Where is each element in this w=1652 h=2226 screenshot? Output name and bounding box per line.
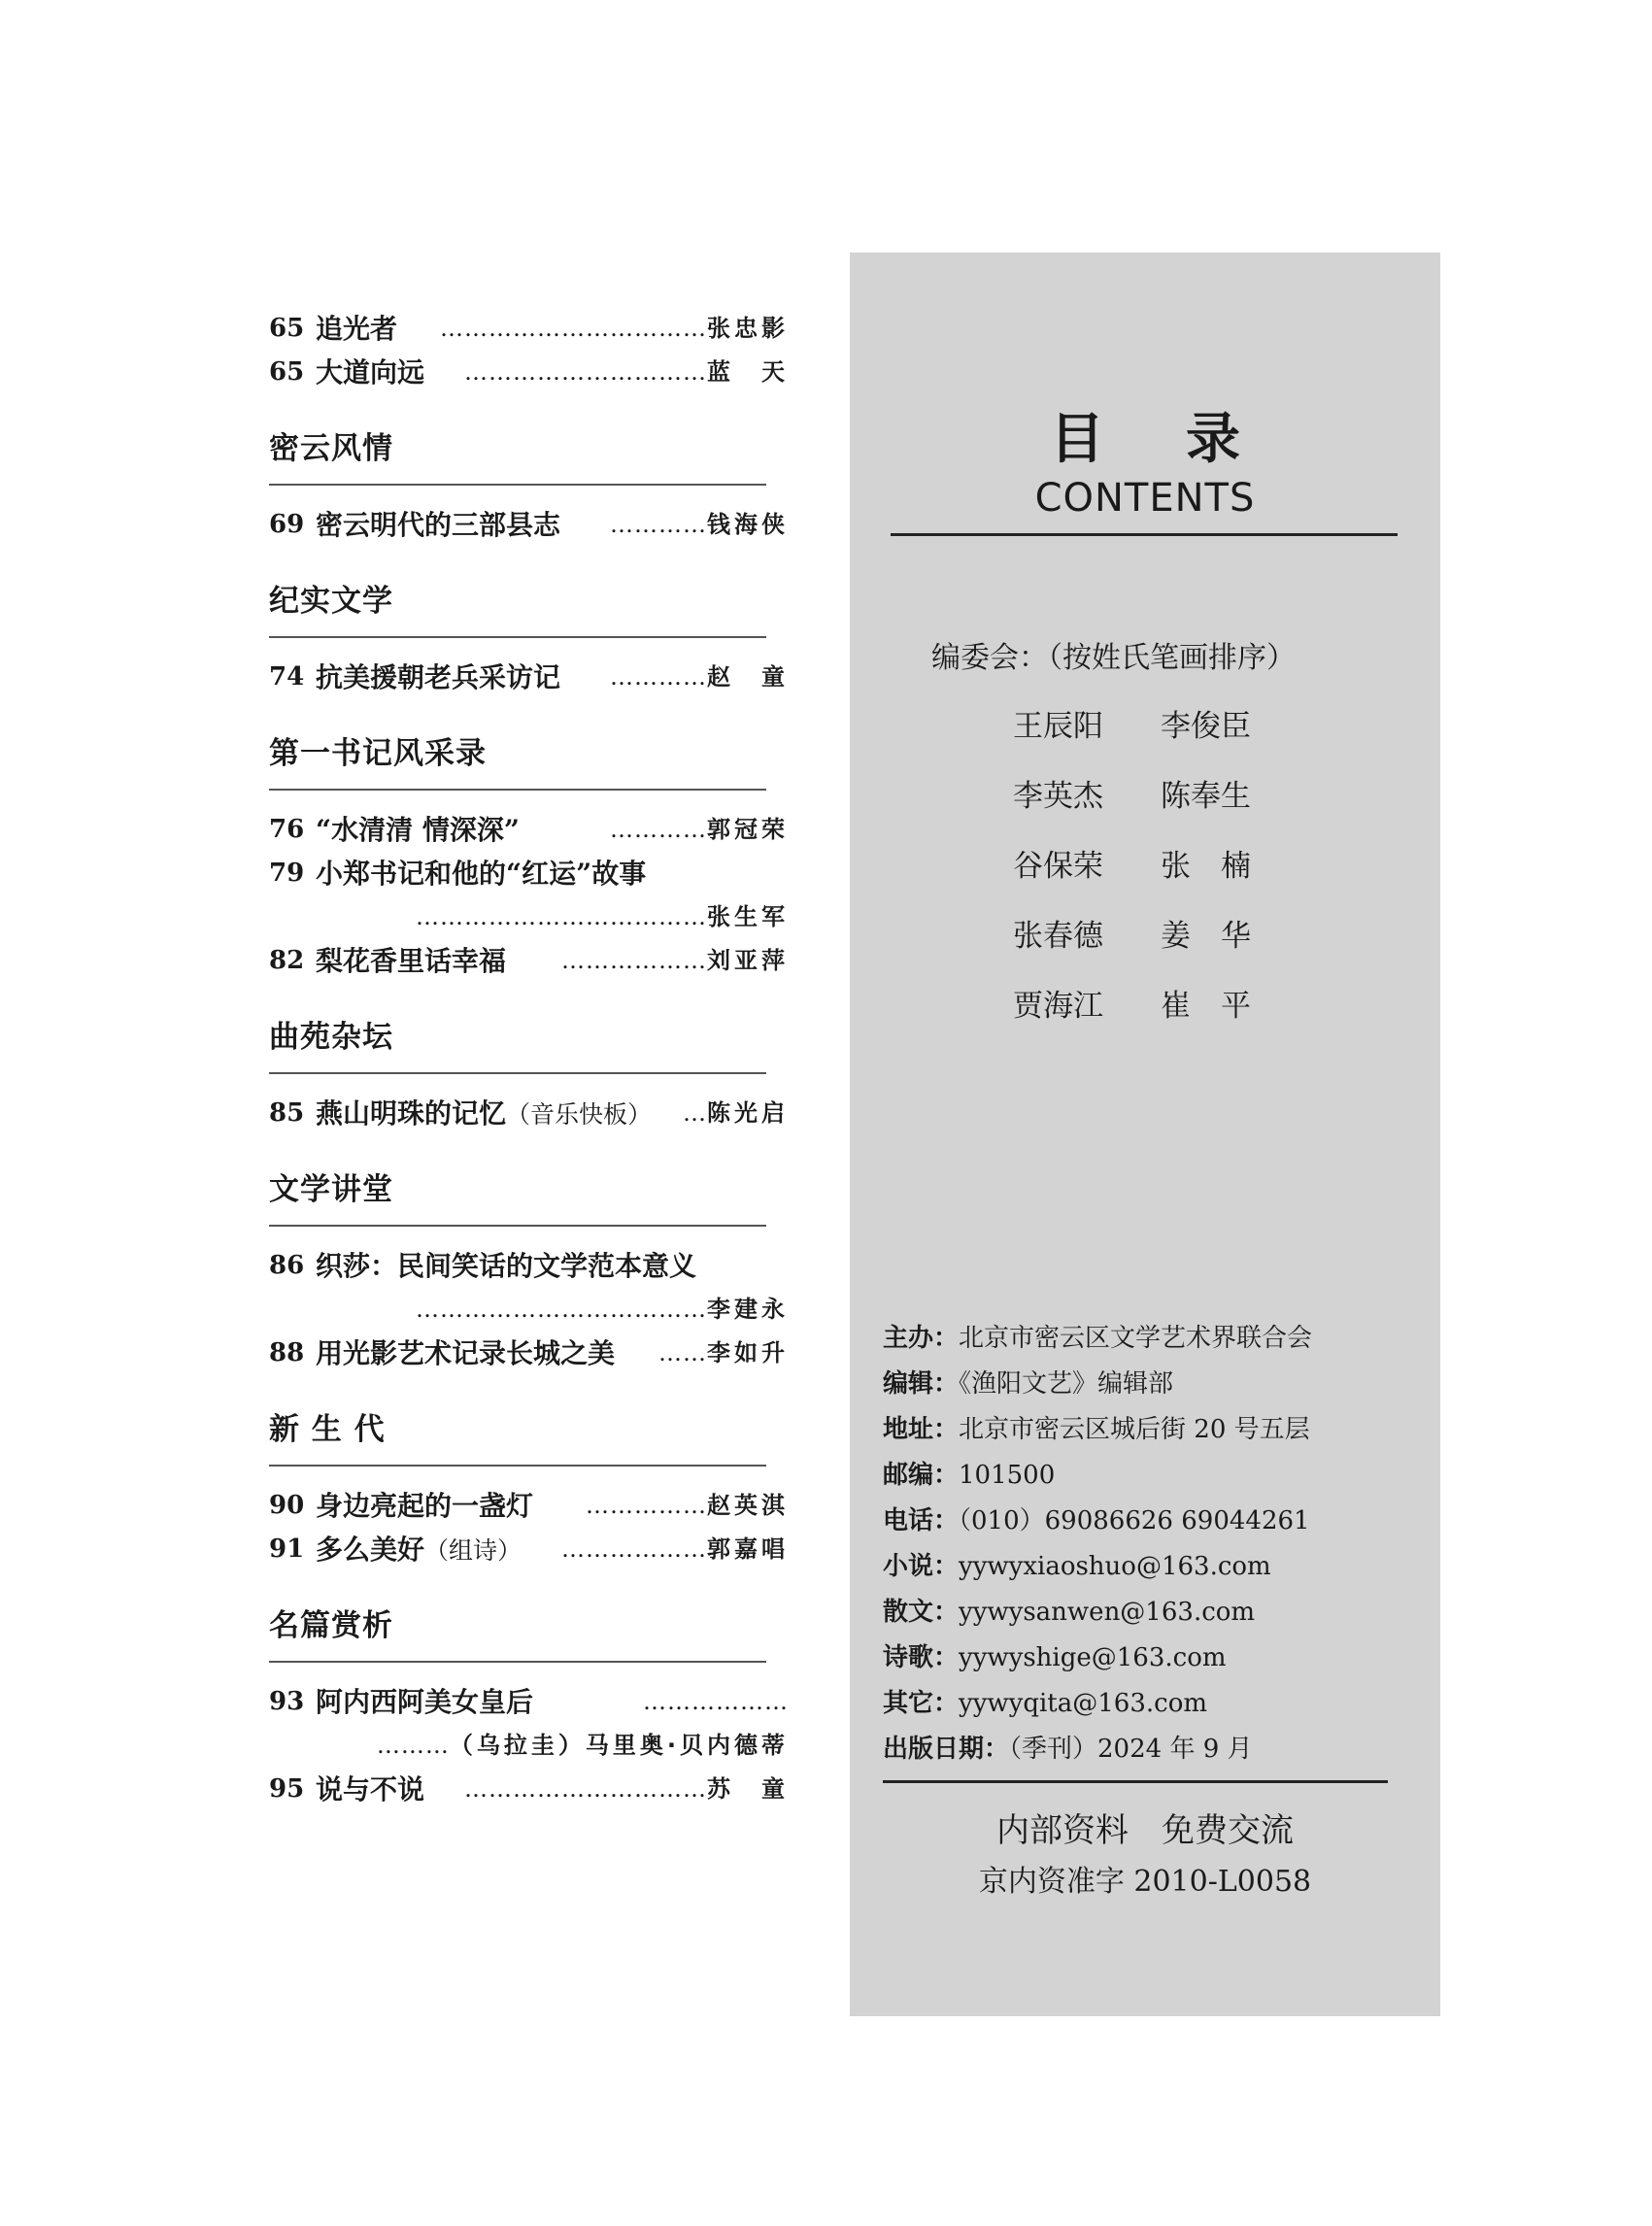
article-title: 说与不说 (316, 1773, 425, 1805)
dot-leader: ……… (376, 1732, 450, 1759)
dot-leader: …………… (586, 1492, 707, 1519)
info-row (883, 1453, 1427, 1499)
toc-divider (891, 533, 1398, 536)
author-name: 张生军 (707, 903, 789, 930)
info-value: 北京市密云区城后街 20 号五层 (959, 1415, 1310, 1444)
author-name: 钱海侠 (707, 511, 789, 538)
editorial-board-heading: 编委会：（按姓氏笔画排序） (931, 641, 1296, 675)
leader-and-author (586, 1484, 789, 1528)
permit-number: 京内资准字 2010-L0058 (978, 1865, 1312, 1899)
author-name: 郭嘉唱 (707, 1535, 789, 1563)
section-heading: 名篇赏析 (269, 1608, 393, 1643)
author-name: 赵 童 (707, 663, 789, 691)
leader-and-author (464, 1768, 789, 1811)
section-divider (269, 1661, 766, 1663)
info-label: 邮编： (883, 1461, 960, 1490)
leader-and-author (561, 1528, 789, 1571)
leader-and-author (610, 503, 789, 547)
dot-leader: …………………………… (440, 315, 707, 342)
dot-leader: ………… (610, 816, 707, 843)
board-member: 李俊臣 (1161, 709, 1251, 744)
info-value: yywyqita@163.com (959, 1689, 1208, 1718)
page-number: 82 (269, 946, 305, 975)
page-number: 79 (269, 859, 305, 888)
info-value: 北京市密云区文学艺术界联合会 (959, 1324, 1313, 1353)
board-row (1013, 701, 1308, 771)
toc-entry (269, 1484, 789, 1528)
page-number: 65 (269, 314, 305, 343)
toc-section (269, 580, 789, 699)
dot-leader: ……………………………… (416, 1296, 707, 1323)
toc-entry (269, 656, 789, 699)
dot-leader: … (683, 1099, 707, 1127)
author-name: 郭冠荣 (707, 816, 789, 843)
board-row (1013, 771, 1308, 841)
leader-and-author (683, 1092, 789, 1135)
leader-and-author (610, 808, 789, 852)
section-divider (269, 1225, 766, 1227)
section-heading: 曲苑杂坛 (269, 1020, 393, 1055)
info-value: 《渔阳文艺》编辑部 (959, 1369, 1174, 1399)
board-row (1013, 841, 1308, 911)
info-value: （010）69086626 69044261 (959, 1506, 1310, 1535)
info-row (883, 1407, 1427, 1453)
toc-entry (269, 852, 789, 895)
toc-left-column (269, 307, 789, 1811)
page-number: 95 (269, 1774, 305, 1804)
toc-intro-entries (269, 307, 789, 394)
info-label: 编辑： (883, 1369, 960, 1399)
toc-entry (269, 1528, 789, 1571)
article-title: 用光影艺术记录长城之美 (316, 1337, 616, 1369)
article-title: 阿内西阿美女皇后 (316, 1686, 534, 1718)
page-number: 93 (269, 1687, 305, 1716)
board-member: 陈奉生 (1161, 779, 1251, 814)
toc-entry (269, 1092, 789, 1135)
info-row (883, 1681, 1427, 1727)
info-value: yywyxiaoshuo@163.com (959, 1552, 1271, 1581)
toc-subtitle: CONTENTS (1034, 476, 1256, 521)
toc-section (269, 427, 789, 547)
toc-entry (269, 1724, 789, 1768)
dot-leader: ……………… (643, 1688, 789, 1715)
author-name: （乌拉圭）马里奥·贝内德蒂 (449, 1732, 789, 1759)
article-subtitle: （组诗） (424, 1536, 523, 1565)
info-label: 散文： (883, 1598, 960, 1627)
page-number: 91 (269, 1535, 305, 1564)
leader-and-author (440, 307, 789, 351)
leader-and-author (658, 1332, 789, 1375)
section-heading: 文学讲堂 (269, 1172, 393, 1207)
board-member: 王辰阳 (1013, 709, 1103, 744)
dot-leader: ……………… (561, 1535, 707, 1563)
section-heading: 纪实文学 (269, 584, 393, 619)
editorial-board-list (1013, 701, 1308, 1051)
info-label: 诗歌： (883, 1643, 960, 1672)
info-row (883, 1362, 1427, 1407)
internal-material-note: 内部资料 免费交流 (996, 1811, 1294, 1850)
leader-and-author (316, 1288, 789, 1332)
info-row (883, 1636, 1427, 1681)
article-subtitle: （音乐快板） (506, 1100, 653, 1129)
section-heading: 密云风情 (269, 431, 393, 466)
contents-panel (850, 253, 1440, 2016)
article-title: 抗美援朝老兵采访记 (316, 661, 561, 693)
info-row (883, 1544, 1427, 1590)
author-name: 苏 童 (707, 1775, 789, 1803)
article-title: 大道向远 (316, 356, 425, 388)
toc-entry (269, 351, 789, 394)
info-value: yywyshige@163.com (959, 1643, 1227, 1672)
board-member: 崔 平 (1161, 989, 1251, 1024)
info-label: 电话： (883, 1506, 960, 1535)
section-heading: 新 生 代 (269, 1412, 386, 1447)
toc-entry (269, 1768, 789, 1811)
board-member: 姜 华 (1161, 919, 1251, 954)
board-member: 贾海江 (1013, 989, 1103, 1024)
page-number: 74 (269, 662, 305, 691)
dot-leader: ……………………………… (416, 903, 707, 930)
section-divider (269, 1072, 766, 1074)
dot-leader: ………… (610, 663, 707, 691)
section-divider (269, 484, 766, 486)
info-label: 小说： (883, 1552, 960, 1581)
toc-entry (269, 808, 789, 852)
leader-and-author (316, 1724, 789, 1768)
article-title: “水清清 情深深” (316, 814, 520, 846)
info-row (883, 1727, 1427, 1772)
info-label: 主办： (883, 1324, 960, 1353)
section-heading: 第一书记风采录 (269, 736, 487, 771)
toc-sections (269, 427, 789, 1811)
page-number: 88 (269, 1338, 305, 1367)
info-value: yywysanwen@163.com (959, 1598, 1256, 1627)
toc-entry (269, 939, 789, 983)
info-row (883, 1590, 1427, 1636)
toc-section (269, 1604, 789, 1811)
info-label: 其它： (883, 1689, 960, 1718)
section-divider (269, 1465, 766, 1467)
article-title: 多么美好（组诗） (316, 1534, 523, 1566)
info-row (883, 1499, 1427, 1544)
toc-entry (269, 307, 789, 351)
dot-leader: ………… (610, 511, 707, 538)
info-label: 出版日期： (883, 1735, 1010, 1764)
article-title: 密云明代的三部县志 (316, 509, 561, 541)
toc-title: 目录 (1050, 408, 1322, 471)
info-value: （季刊）2024 年 9 月 (1009, 1735, 1253, 1764)
page-number: 69 (269, 510, 305, 539)
author-name: 赵英淇 (707, 1492, 789, 1519)
dot-leader: ………………………… (464, 1775, 707, 1803)
toc-entry (269, 1680, 789, 1724)
toc-entry (269, 503, 789, 547)
section-divider (269, 636, 766, 638)
author-name: 张忠影 (707, 315, 789, 342)
leader-and-author (643, 1680, 789, 1724)
info-value: 101500 (959, 1461, 1056, 1490)
toc-section (269, 1168, 789, 1375)
page-number: 85 (269, 1098, 305, 1128)
page-number: 65 (269, 357, 305, 387)
author-name: 李如升 (707, 1339, 789, 1366)
toc-section (269, 732, 789, 983)
toc-section (269, 1408, 789, 1571)
article-title: 追光者 (316, 313, 398, 345)
info-divider (883, 1780, 1388, 1783)
page-number: 76 (269, 815, 305, 844)
toc-section (269, 1016, 789, 1135)
board-member: 谷保荣 (1013, 849, 1103, 884)
publication-info (883, 1316, 1427, 1772)
author-name: 陈光启 (707, 1099, 789, 1127)
dot-leader: ……………… (561, 947, 707, 974)
article-title: 燕山明珠的记忆（音乐快板） (316, 1097, 653, 1130)
dot-leader: …… (658, 1339, 707, 1366)
article-title: 身边亮起的一盏灯 (316, 1490, 534, 1522)
section-divider (269, 789, 766, 791)
leader-and-author (610, 656, 789, 699)
board-member: 张 楠 (1161, 849, 1251, 884)
page-number: 90 (269, 1491, 305, 1520)
board-row (1013, 911, 1308, 981)
article-title: 小郑书记和他的“红运”故事 (316, 858, 647, 890)
info-label: 地址： (883, 1415, 960, 1444)
leader-and-author (316, 895, 789, 939)
toc-entry (269, 1244, 789, 1288)
author-name: 李建永 (707, 1296, 789, 1323)
article-title: 织莎：民间笑话的文学范本意义 (316, 1250, 697, 1282)
toc-entry (269, 1332, 789, 1375)
author-name: 刘亚萍 (707, 947, 789, 974)
leader-and-author (464, 351, 789, 394)
toc-entry (269, 895, 789, 939)
page-number: 86 (269, 1251, 305, 1280)
dot-leader: ………………………… (464, 358, 707, 386)
article-title: 梨花香里话幸福 (316, 945, 507, 977)
board-member: 张春德 (1013, 919, 1103, 954)
info-row (883, 1316, 1427, 1362)
board-row (1013, 981, 1308, 1051)
leader-and-author (561, 939, 789, 983)
author-name: 蓝 天 (707, 358, 789, 386)
board-member: 李英杰 (1013, 779, 1103, 814)
toc-entry (269, 1288, 789, 1332)
